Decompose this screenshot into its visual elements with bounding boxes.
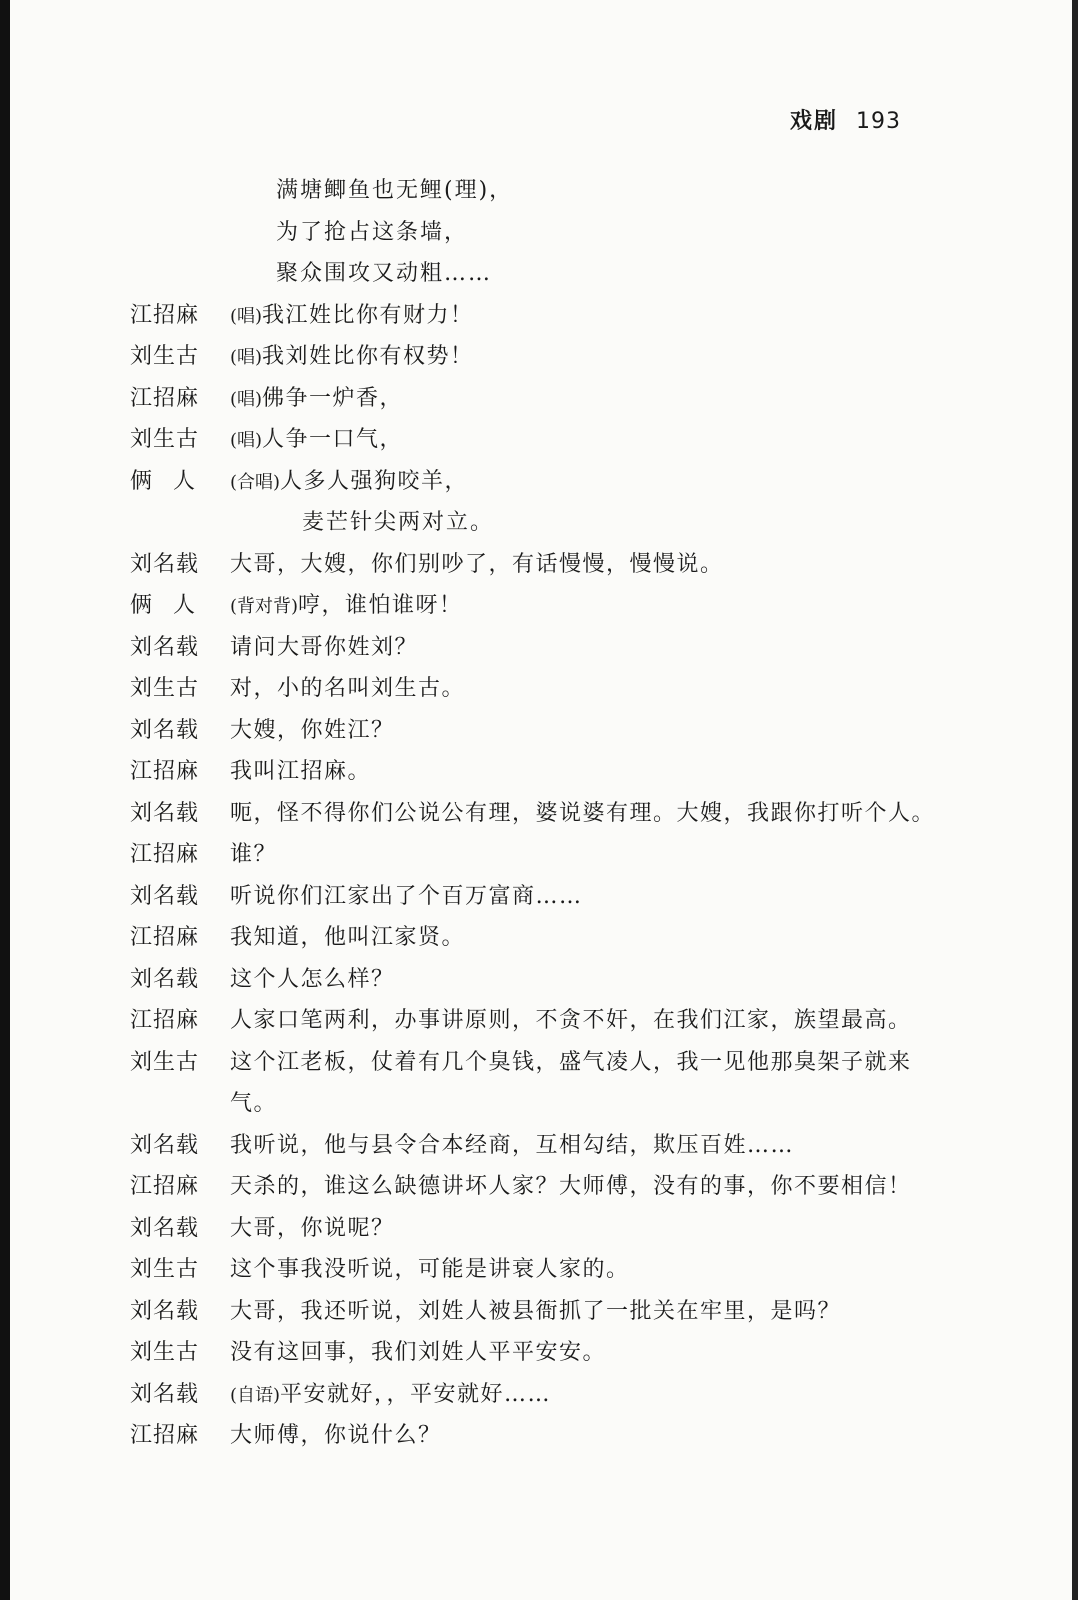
line-text — [230, 1000, 912, 1042]
speaker-name: 江招麻 — [130, 302, 200, 328]
speaker-name: 俩人 — [130, 593, 217, 618]
speaker-name: 江招麻 — [130, 759, 200, 784]
dialogue-line — [130, 461, 960, 503]
spoken-text: 对，小的名叫刘生古。 — [230, 676, 466, 701]
line-text — [230, 544, 724, 586]
dialogue-line — [130, 627, 960, 669]
dialogue-line — [130, 336, 960, 378]
line-text — [230, 751, 371, 793]
line-text — [230, 1332, 606, 1374]
speaker-name: 刘生古 — [130, 1257, 200, 1282]
line-text — [230, 295, 474, 338]
dialogue-line — [130, 1374, 960, 1416]
spoken-text: 大哥，我还听说，刘姓人被县衙抓了一批关在牢里，是吗？ — [230, 1298, 842, 1324]
line-text — [230, 710, 395, 752]
speaker-name: 刘生古 — [130, 344, 200, 369]
spoken-text: 人多人强狗咬羊， — [280, 468, 469, 494]
line-text — [230, 419, 403, 462]
line-text — [230, 378, 403, 421]
section-title: 戏剧 — [790, 108, 839, 134]
dialogue-line — [130, 793, 960, 835]
line-text — [230, 1166, 912, 1208]
line-text — [230, 793, 935, 835]
dialogue-line — [130, 378, 960, 420]
speaker-name: 刘名载 — [130, 634, 200, 660]
dialogue-line — [130, 668, 960, 710]
dialogue-line — [130, 1249, 960, 1291]
line-text — [230, 461, 468, 504]
line-text — [230, 668, 465, 710]
speaker-name: 江招麻 — [130, 1008, 200, 1033]
dialogue-line — [130, 544, 960, 586]
speaker-name: 刘名载 — [130, 883, 200, 909]
line-text — [230, 336, 474, 379]
speaker-name: 刘生古 — [130, 1049, 200, 1075]
speaker-name: 刘名载 — [130, 1132, 200, 1158]
speaker-name: 刘名载 — [130, 1381, 200, 1407]
dialogue-line — [130, 1042, 960, 1084]
spoken-text: 人争一口气， — [262, 427, 404, 452]
spoken-text: 没有这回事，我们刘姓人平平安安。 — [230, 1340, 607, 1365]
page-number: 193 — [856, 109, 902, 134]
spoken-text: 听说你们江家出了个百万富商…… — [230, 883, 583, 909]
line-text — [230, 585, 463, 628]
page-header — [790, 104, 990, 135]
verse-line: 满塘鲫鱼也无鲤(理)， — [276, 178, 514, 203]
line-text — [230, 1249, 630, 1291]
speaker-name: 刘生古 — [130, 427, 200, 452]
spoken-text: 天杀的，谁这么缺德讲坏人家？大师傅，没有的事，你不要相信！ — [230, 1174, 912, 1199]
stage-direction: (唱) — [230, 430, 263, 451]
scan-border-right — [1072, 0, 1078, 1600]
speaker-name: 刘名载 — [130, 800, 200, 826]
dialogue-line — [130, 1166, 960, 1208]
spoken-text: 这个人怎么样？ — [230, 966, 395, 992]
continuation-text: 麦芒针尖两对立。 — [302, 510, 495, 535]
stage-direction: (唱) — [230, 388, 263, 410]
spoken-text: 这个事我没听说，可能是讲衰人家的。 — [230, 1257, 630, 1282]
line-text — [230, 917, 465, 959]
dialogue-continuation — [130, 502, 960, 544]
line-text — [230, 1125, 794, 1167]
spoken-text: 佛争一炉香， — [262, 385, 404, 411]
dialogue-line — [130, 419, 960, 461]
spoken-text: 谁？ — [230, 842, 278, 867]
speaker-name: 刘名载 — [130, 1215, 200, 1241]
dialogue-line — [130, 917, 960, 959]
spoken-text: 我知道，他叫江家贤。 — [230, 925, 466, 950]
dialogue-line — [130, 585, 960, 627]
speaker-name: 江招麻 — [130, 1174, 200, 1199]
dialogue-line — [130, 295, 960, 337]
spoken-text: 我听说，他与县令合本经商，互相勾结，欺压百姓…… — [230, 1132, 795, 1158]
spoken-text: 我叫江招麻。 — [230, 759, 372, 784]
line-text — [230, 1208, 395, 1250]
speaker-name: 刘名载 — [130, 1298, 200, 1324]
dialogue-continuation — [130, 1083, 960, 1125]
dialogue-line — [130, 1415, 960, 1457]
line-text — [230, 1042, 912, 1084]
spoken-text: 人家口笔两利，办事讲原则，不贪不奸，在我们江家，族望最高。 — [230, 1008, 912, 1033]
dialogue-line — [130, 959, 960, 1001]
speaker-name: 俩人 — [130, 468, 217, 494]
spoken-text: 平安就好，，平安就好…… — [280, 1381, 552, 1407]
dialogue-line — [130, 834, 960, 876]
scan-border-left — [0, 0, 10, 1600]
speaker-name: 刘名载 — [130, 717, 200, 743]
line-text — [230, 1415, 442, 1457]
spoken-text: 这个江老板，仗着有几个臭钱，盛气凌人，我一见他那臭架子就来 — [230, 1049, 912, 1075]
stage-direction: (唱) — [230, 305, 263, 327]
spoken-text: 呃，怪不得你们公说公有理，婆说婆有理。大嫂，我跟你打听个人。 — [230, 800, 936, 826]
line-text — [230, 1291, 841, 1333]
dialogue-line — [130, 1000, 960, 1042]
speaker-name: 刘生古 — [130, 676, 200, 701]
stage-direction: (自语) — [230, 1384, 281, 1406]
stage-direction: (背对背) — [230, 596, 299, 617]
line-text — [230, 876, 583, 918]
spoken-text: 我江姓比你有财力！ — [262, 302, 474, 328]
spoken-text: 大哥，你说呢？ — [230, 1215, 395, 1241]
speaker-name: 刘名载 — [130, 551, 200, 577]
stage-direction: (唱) — [230, 347, 263, 368]
speaker-name: 江招麻 — [130, 385, 200, 411]
dialogue-line — [130, 1291, 960, 1333]
script-body — [130, 170, 960, 1457]
dialogue — [130, 295, 960, 1457]
spoken-text: 哼，谁怕谁呀！ — [298, 593, 463, 618]
dialogue-line — [130, 710, 960, 752]
line-text — [230, 627, 418, 669]
spoken-text: 我刘姓比你有权势！ — [262, 344, 474, 369]
spoken-text: 请问大哥你姓刘？ — [230, 634, 419, 660]
dialogue-line — [130, 876, 960, 918]
stage-direction: (合唱) — [230, 471, 281, 493]
verse-line: 聚众围攻又动粗…… — [276, 261, 493, 286]
dialogue-line — [130, 1208, 960, 1250]
spoken-text: 大嫂，你姓江？ — [230, 717, 395, 743]
spoken-text: 大师傅，你说什么？ — [230, 1423, 442, 1448]
line-text — [230, 959, 395, 1001]
line-text — [230, 1374, 551, 1417]
speaker-name: 刘名载 — [130, 966, 200, 992]
spoken-text: 大哥，大嫂，你们别吵了，有话慢慢，慢慢说。 — [230, 551, 724, 577]
dialogue-line — [130, 1332, 960, 1374]
verse-line: 为了抢占这条墙， — [276, 219, 469, 245]
speaker-name: 江招麻 — [130, 842, 200, 867]
speaker-name: 江招麻 — [130, 925, 200, 950]
line-text — [230, 834, 277, 876]
speaker-name: 江招麻 — [130, 1423, 200, 1448]
speaker-name: 刘生古 — [130, 1340, 200, 1365]
dialogue-line — [130, 1125, 960, 1167]
continuation-text: 气。 — [230, 1091, 278, 1116]
dialogue-line — [130, 751, 960, 793]
